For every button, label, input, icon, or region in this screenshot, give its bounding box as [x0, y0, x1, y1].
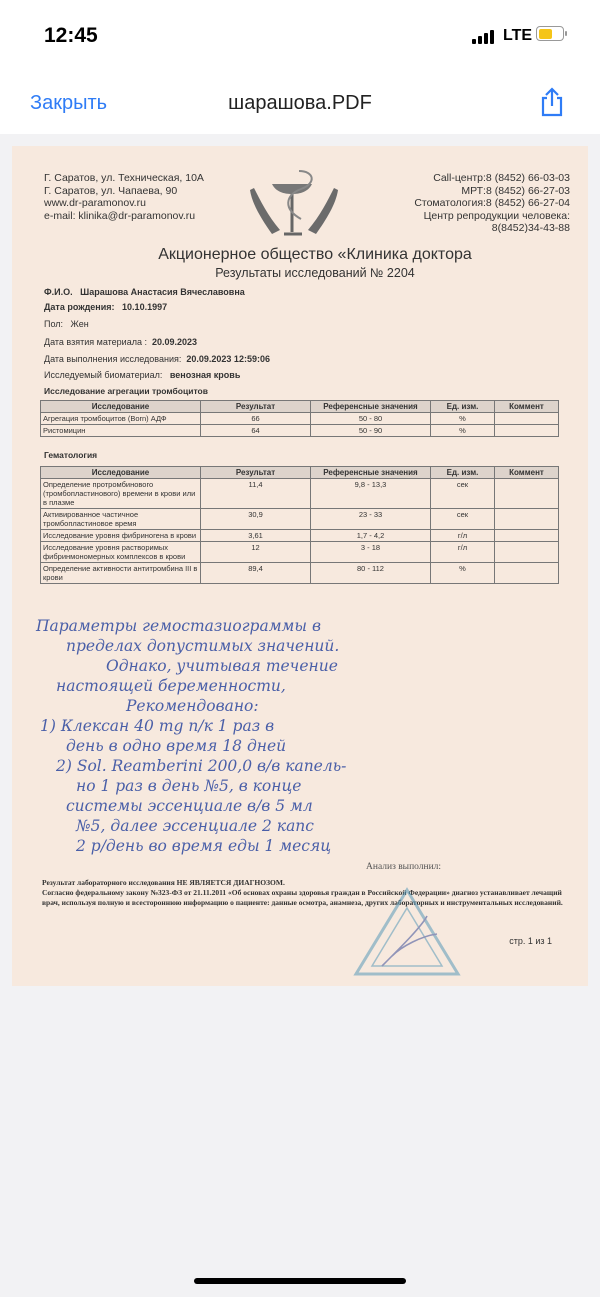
pdf-page — [12, 146, 588, 986]
clock: 12:45 — [44, 24, 98, 47]
email: e-mail: klinika@dr-paramonov.ru — [44, 209, 196, 222]
results-number: Результаты исследований № 2204 — [215, 266, 415, 280]
col-header: Исследование — [41, 467, 201, 479]
col-header: Результат — [201, 401, 311, 413]
table-row — [41, 563, 559, 584]
handwritten-line: но 1 раз в день №5, в конце — [76, 777, 302, 795]
cell-unit: % — [431, 413, 495, 425]
nav-bar — [0, 80, 600, 130]
col-header: Референсные значения — [311, 467, 431, 479]
section-platelet: Исследование агрегации тромбоцитов — [44, 386, 208, 396]
handwritten-line: настоящей беременности, — [56, 677, 286, 695]
document-title: шарашова.PDF — [228, 92, 372, 114]
cell-result: 12 — [201, 542, 311, 563]
patient-sex: Пол: Жен — [44, 319, 89, 329]
share-icon[interactable] — [538, 86, 566, 118]
cell-result: 30,9 — [201, 509, 311, 530]
cell-comment — [495, 563, 559, 584]
disclaimer-line: Согласно федеральному закону №323-ФЗ от 21.11.2011 «Об основах охраны здоровья граждан в Российской Федерации» диагноз устанавливает лечащий врач, используя полную и всестороннюю информацию о пациенте: данные осмотра, анамнеза, других лабораторных и инструментальных исследований. — [42, 888, 563, 907]
handwritten-note — [36, 616, 576, 856]
address-line: Г. Саратов, ул. Техническая, 10А — [44, 172, 204, 184]
analysis-performed-label: Анализ выполнил: — [366, 862, 442, 872]
cell-unit: % — [431, 563, 495, 584]
hematology-table — [40, 466, 559, 584]
cell-result: 66 — [201, 413, 311, 425]
status-bar — [0, 0, 600, 70]
cell-result: 89,4 — [201, 563, 311, 584]
cell-test: Определение активности антитромбина III в крови — [41, 563, 201, 584]
handwritten-line: Рекомендовано: — [126, 697, 259, 715]
handwritten-line: день в одно время 18 дней — [66, 737, 287, 755]
handwritten-line: пределах допустимых значений. — [66, 637, 340, 655]
section-hematology: Гематология — [44, 450, 98, 460]
disclaimer-line: Результат лабораторного исследования НЕ ЯВЛЯЕТСЯ ДИАГНОЗОМ. — [42, 878, 285, 887]
cell-test: Исследование уровня растворимых фибринмономерных комплексов в крови — [41, 542, 201, 563]
col-header: Ед. изм. — [431, 401, 495, 413]
clinic-logo — [244, 166, 344, 238]
contact-line: МРТ:8 (8452) 66-27-03 — [461, 184, 570, 197]
cell-result: 11,4 — [201, 479, 311, 509]
network-type: LTE — [503, 27, 533, 44]
contact-line: Центр репродукции человека: — [423, 209, 570, 222]
cell-comment — [495, 425, 559, 437]
sample-date: Дата взятия материала : 20.09.2023 — [44, 337, 198, 347]
cell-unit: г/л — [431, 542, 495, 563]
handwritten-line: 2) Sol. Reamberini 200,0 в/в капель- — [56, 757, 347, 775]
cell-ref: 50 - 90 — [311, 425, 431, 437]
website: www.dr-paramonov.ru — [44, 197, 146, 209]
cell-test: Определение протромбинового (тромбопластинового) времени в крови или в плазме — [41, 479, 201, 509]
table-row — [41, 425, 559, 437]
cell-ref: 23 - 33 — [311, 509, 431, 530]
lab-stamp — [352, 886, 462, 978]
signal-icon — [472, 30, 494, 44]
col-header: Исследование — [41, 401, 201, 413]
handwritten-line: №5, далее эссенциале 2 капс — [76, 817, 314, 835]
table-row — [41, 479, 559, 509]
cell-unit: сек — [431, 479, 495, 509]
cell-ref: 80 - 112 — [311, 563, 431, 584]
col-header: Коммент — [495, 467, 559, 479]
cell-comment — [495, 413, 559, 425]
patient-name: Ф.И.О. Шарашова Анастасия Вячеславовна — [44, 287, 245, 297]
table-row — [41, 542, 559, 563]
cell-test: Агрегация тромбоцитов (Born) АДФ — [41, 413, 201, 425]
handwritten-line: 1) Клексан 40 mg п/к 1 раз в — [40, 717, 275, 735]
platelet-table — [40, 400, 559, 437]
handwritten-line: Параметры гемостазиограммы в — [36, 617, 321, 635]
cell-ref: 1,7 - 4,2 — [311, 530, 431, 542]
cell-result: 64 — [201, 425, 311, 437]
patient-dob: Дата рождения: 10.10.1997 — [44, 302, 168, 312]
cell-ref: 50 - 80 — [311, 413, 431, 425]
pdf-viewer[interactable] — [0, 134, 600, 1297]
contact-line: Стоматология:8 (8452) 66-27-04 — [414, 197, 570, 209]
cell-ref: 3 - 18 — [311, 542, 431, 563]
cell-test: Ристомицин — [41, 425, 201, 437]
close-button[interactable]: Закрыть — [30, 92, 108, 114]
battery-icon — [536, 26, 564, 41]
cell-unit: % — [431, 425, 495, 437]
handwritten-line: 2 р/день во время еды 1 месяц — [76, 837, 332, 855]
cell-comment — [495, 509, 559, 530]
col-header: Коммент — [495, 401, 559, 413]
address-line: Г. Саратов, ул. Чапаева, 90 — [44, 184, 178, 197]
org-name: Акционерное общество «Клиника доктора — [158, 246, 472, 263]
table-row — [41, 509, 559, 530]
cell-comment — [495, 479, 559, 509]
cell-unit: сек — [431, 509, 495, 530]
table-row — [41, 413, 559, 425]
test-date: Дата выполнения исследования: 20.09.2023 12:59:06 — [44, 354, 270, 364]
col-header: Результат — [201, 467, 311, 479]
cell-result: 3,61 — [201, 530, 311, 542]
col-header: Референсные значения — [311, 401, 431, 413]
page-number: стр. 1 из 1 — [509, 936, 552, 946]
contact-line: Call-центр:8 (8452) 66-03-03 — [433, 172, 570, 184]
cell-test: Исследование уровня фибриногена в крови — [41, 530, 201, 542]
handwritten-line: системы эссенциале в/в 5 мл — [66, 797, 313, 815]
cell-comment — [495, 530, 559, 542]
disclaimer — [42, 878, 572, 908]
cell-test: Активированное частичное тромбопластиновое время — [41, 509, 201, 530]
col-header: Ед. изм. — [431, 467, 495, 479]
biomaterial: Исследуемый биоматериал: венозная кровь — [44, 370, 241, 380]
cell-unit: г/л — [431, 530, 495, 542]
handwritten-line: Однако, учитывая течение — [106, 657, 338, 675]
home-indicator[interactable] — [194, 1278, 406, 1284]
cell-ref: 9,8 - 13,3 — [311, 479, 431, 509]
clinic-contacts — [414, 172, 570, 235]
cell-comment — [495, 542, 559, 563]
table-row — [41, 530, 559, 542]
contact-line: 8(8452)34-43-88 — [491, 222, 570, 234]
clinic-address — [44, 172, 204, 222]
